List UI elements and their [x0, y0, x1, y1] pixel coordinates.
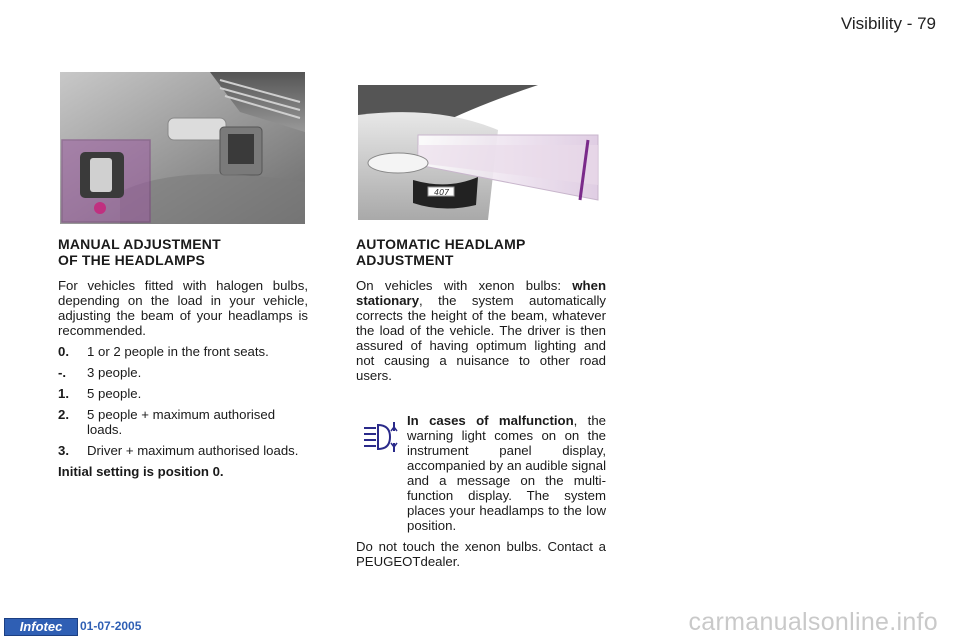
initial-setting-note: Initial setting is position 0.	[58, 464, 224, 479]
dashboard-illustration	[60, 72, 305, 224]
car-badge: 407	[434, 188, 450, 197]
step-number: 0.	[58, 344, 69, 359]
manual-adjustment-heading	[58, 236, 308, 268]
page-header: Visibility - 79	[840, 14, 936, 33]
car-beam-illustration	[358, 85, 603, 220]
heading-line: OF THE HEADLAMPS	[58, 252, 206, 268]
intro-post: , the system automatically corrects the height of the beam, whatever the load of the vehicle. The driver is then assured of having optimum lighting and not causing a nuisance to other road users.	[356, 293, 606, 383]
xenon-advice: Do not touch the xenon bulbs. Contact a PEUGEOTdealer.	[356, 539, 606, 569]
heading-line: ADJUSTMENT	[356, 252, 454, 268]
intro-pre: On vehicles with xenon bulbs:	[356, 278, 573, 293]
step-item	[58, 344, 308, 359]
step-text: 1 or 2 people in the front seats.	[87, 344, 269, 359]
malfunction-lead: In cases of malfunction	[407, 413, 574, 428]
malfunction-body: , the warning light comes on on the instrument panel display, accompanied by an audible signal and a message on the multi-function display. The system places your headlamps to the low position.	[407, 413, 606, 533]
step-number: 1.	[58, 386, 69, 401]
step-item	[58, 386, 308, 401]
step-item	[58, 443, 308, 458]
step-item	[58, 365, 308, 380]
automatic-adjustment-heading	[356, 236, 606, 268]
footer-date: 01-07-2005	[80, 619, 142, 633]
step-number: -.	[58, 365, 67, 380]
step-text: 5 people.	[87, 386, 142, 401]
step-text: 3 people.	[87, 365, 142, 380]
malfunction-warning	[356, 413, 606, 575]
infotec-logo: Infotec	[4, 618, 78, 636]
step-item	[58, 407, 308, 437]
heading-line: AUTOMATIC HEADLAMP	[356, 236, 526, 252]
car-beam-photo	[358, 85, 603, 220]
site-watermark: carmanualsonline.info	[688, 608, 938, 636]
automatic-adjustment-section	[356, 236, 606, 389]
dashboard-photo	[60, 72, 305, 224]
manual-adjustment-section	[58, 236, 308, 485]
headlamp-height-warning-icon	[356, 417, 402, 457]
step-number: 2.	[58, 407, 69, 422]
heading-line: MANUAL ADJUSTMENT	[58, 236, 221, 252]
step-text: Driver + maximum authorised loads.	[87, 443, 299, 458]
step-number: 3.	[58, 443, 69, 458]
step-text: 5 people + maximum authorised loads.	[87, 407, 276, 437]
automatic-intro	[356, 278, 606, 383]
intro-bold: when stationary	[356, 278, 606, 308]
manual-intro: For vehicles fitted with halogen bulbs, depending on the load in your vehicle, adjusting the beam of your headlamps is recommended.	[58, 278, 308, 338]
